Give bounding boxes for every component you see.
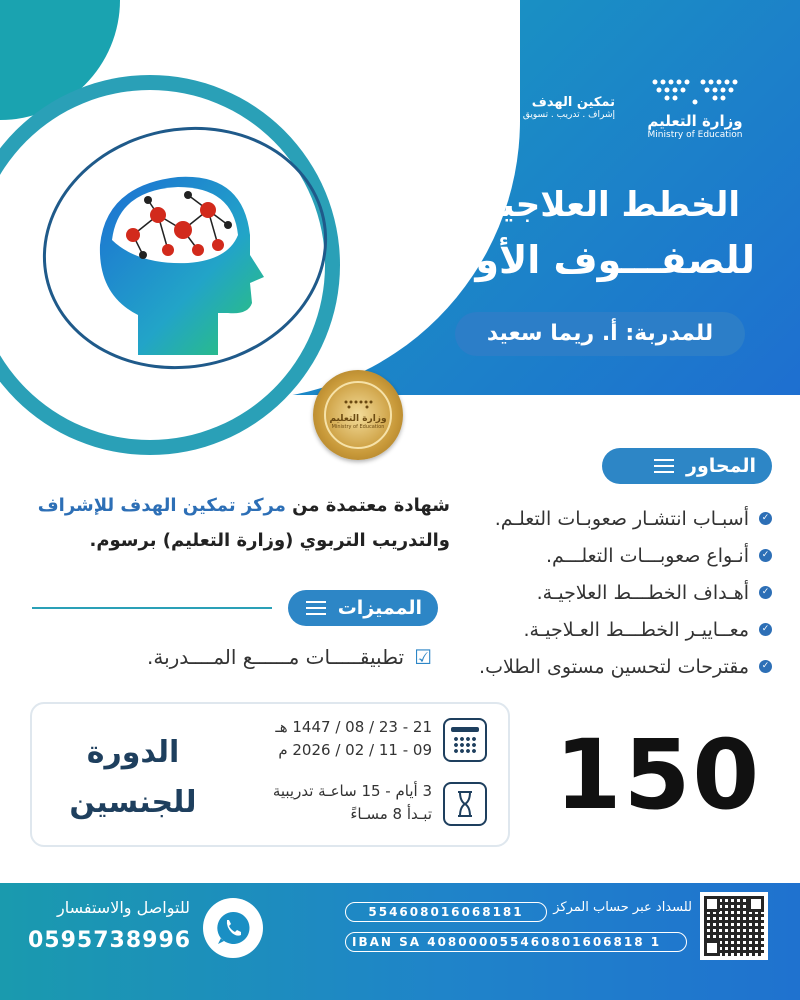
account-number: 554608016068181 <box>345 902 547 922</box>
medal-face <box>324 381 392 449</box>
tamkeen-mark-icon <box>438 62 502 152</box>
tamkeen-logo <box>438 62 615 152</box>
axes-list <box>432 500 772 685</box>
trainer-pill: للمدربة: أ. ريما سعيد <box>455 312 745 356</box>
check-bullet-icon: ✓ <box>759 586 772 599</box>
menu-lines-icon <box>306 601 326 615</box>
moe-name-ar: وزارة التعليم <box>647 112 743 130</box>
medal-text-ar: وزارة التعليم <box>329 414 387 424</box>
contact-phone[interactable]: 0595738996 <box>28 928 192 953</box>
calendar-icon <box>443 718 487 762</box>
hijri-date: 21 - 23 / 08 / 1447 هـ <box>275 718 432 736</box>
list-item: ✓ مقترحات لتحسين مستوى الطلاب. <box>432 648 772 685</box>
course-duration <box>232 780 432 826</box>
qr-code <box>700 892 768 960</box>
course-audience <box>68 728 198 828</box>
menu-lines-icon <box>654 459 674 473</box>
feature-item <box>32 645 432 669</box>
axes-heading-label: المحاور <box>686 455 756 477</box>
tamkeen-text <box>512 95 615 120</box>
list-item: ✓ معــاييـر الخطـــط العـلاجيـة. <box>432 611 772 648</box>
features-heading <box>288 590 438 626</box>
iban-number: IBAN SA 408000055460801606818 1 <box>345 932 687 952</box>
payment-label: للسداد عبر حساب المركز <box>553 900 692 915</box>
list-item: ✓ أنـواع صعوبـــات التعلـــم. <box>432 537 772 574</box>
check-bullet-icon: ✓ <box>759 512 772 525</box>
course-title-line1: الخطط العلاجية <box>481 185 740 225</box>
check-bullet-icon: ✓ <box>759 623 772 636</box>
hourglass-icon <box>443 782 487 826</box>
list-item: ✓ أهـداف الخطـــط العلاجيـة. <box>432 574 772 611</box>
check-bullet-icon: ✓ <box>759 549 772 562</box>
moe-logo <box>645 74 745 140</box>
course-title-line2: للصفـــوف الأوليـــة <box>383 238 755 282</box>
child-brain-illustration <box>78 165 298 365</box>
feature-item-label: تطبيقـــــات مــــــع المــــدربة. <box>147 645 405 669</box>
gregorian-date: 09 - 11 / 02 / 2026 م <box>278 741 432 759</box>
certificate-pre: شهادة معتمدة من <box>292 495 450 516</box>
duration-text: 3 أيام - 15 ساعـة تدريبية <box>272 782 432 800</box>
header-logos <box>438 62 745 152</box>
course-dates <box>232 716 432 762</box>
whatsapp-icon[interactable] <box>203 898 263 958</box>
start-time: تبـدأ 8 مسـاءً <box>350 805 432 823</box>
course-audience-line2: للجنسين <box>69 785 197 820</box>
tamkeen-name: تمكين الهدف <box>531 94 615 110</box>
tamkeen-tagline: إشراف . تدريب . تسويق <box>522 109 615 120</box>
course-price: 150 <box>554 719 762 831</box>
axes-heading <box>602 448 772 484</box>
moe-name-en: Ministry of Education <box>647 130 743 140</box>
features-divider <box>32 607 272 609</box>
moe-dots-icon <box>645 74 745 108</box>
course-audience-line1: الدورة <box>86 735 180 770</box>
certificate-post: والتدريب التربوي (وزارة التعليم) برسوم. <box>89 530 450 551</box>
certificate-text <box>30 488 450 558</box>
contact-label: للتواصل والاستفسار <box>57 898 190 917</box>
list-item: ✓ أسبـاب انتشـار صعوبـات التعلـم. <box>432 500 772 537</box>
medal-dots-icon <box>340 398 376 410</box>
certificate-highlight: مركز تمكين الهدف للإشراف <box>37 495 293 516</box>
check-bullet-icon: ✓ <box>759 660 772 673</box>
features-heading-label: المميزات <box>337 597 422 619</box>
medal-text-en: Ministry of Education <box>331 424 385 430</box>
check-circle-icon: ☑ <box>414 645 432 669</box>
accreditation-medal <box>313 370 403 460</box>
